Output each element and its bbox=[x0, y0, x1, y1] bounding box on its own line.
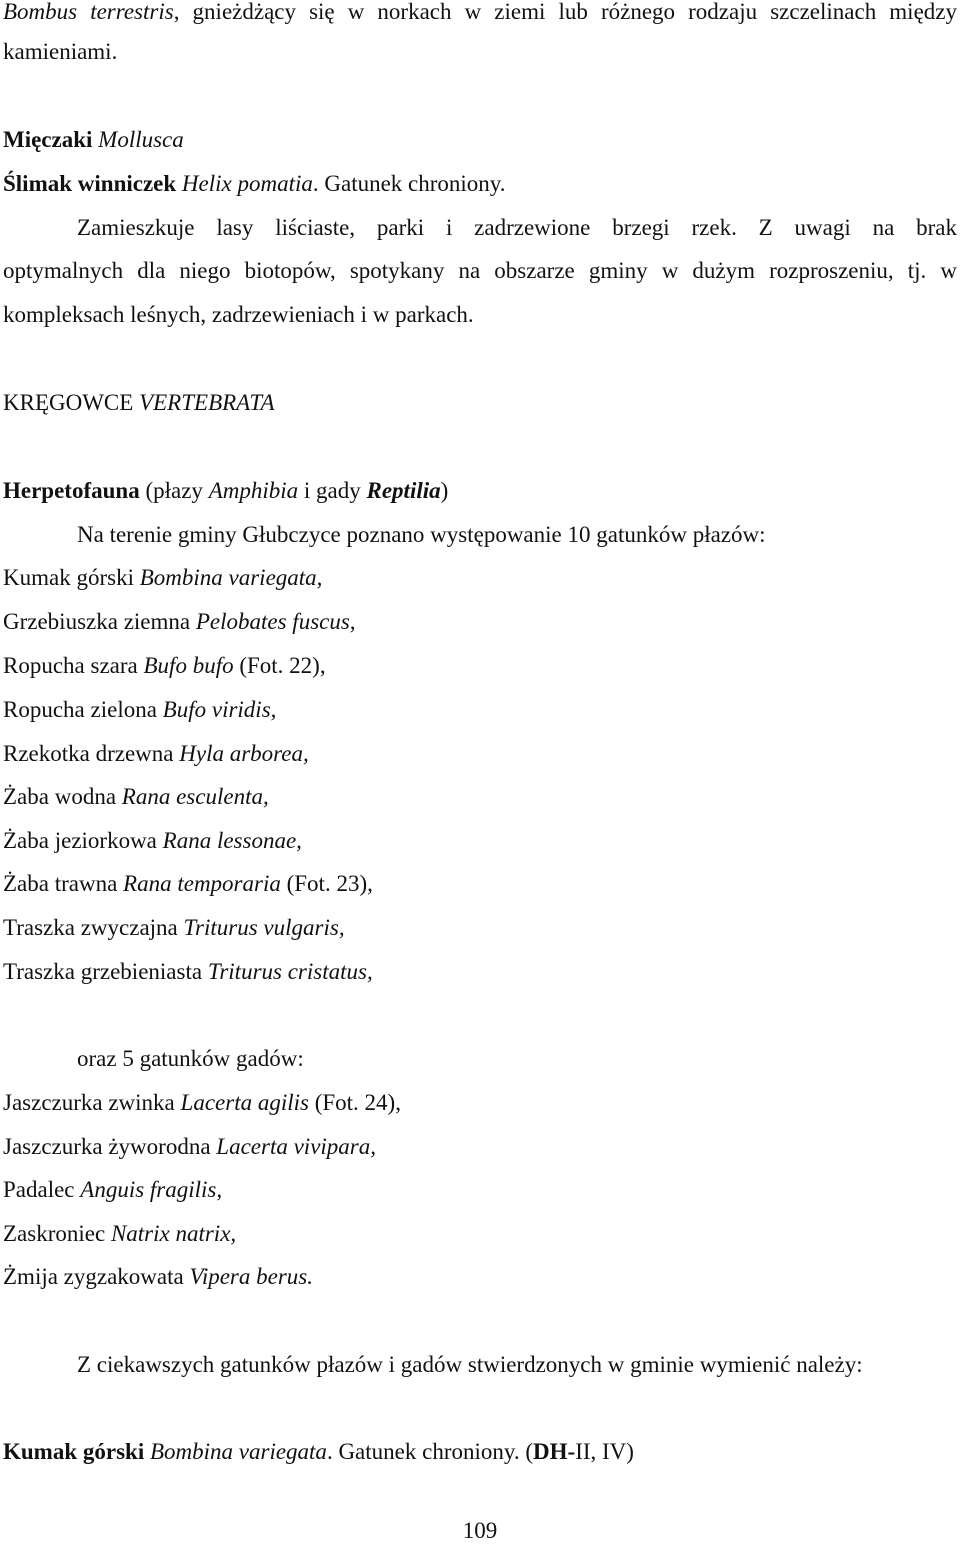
species-name: Rzekotka drzewna bbox=[3, 741, 174, 766]
heading-part: ) bbox=[440, 478, 449, 503]
species-name: Ślimak winniczek bbox=[3, 171, 177, 196]
reptiles-intro: oraz 5 gatunków gadów: bbox=[77, 1046, 304, 1071]
heading-latin: Mollusca bbox=[98, 127, 184, 152]
herpetofauna-heading bbox=[3, 476, 448, 506]
species-latin: Triturus vulgaris, bbox=[183, 915, 345, 940]
mollusca-heading bbox=[3, 125, 184, 155]
notable-species-line bbox=[3, 1437, 634, 1467]
intro-line-1 bbox=[3, 0, 957, 27]
species-name: Żaba trawna bbox=[3, 871, 118, 896]
species-latin: Bombus terrestris bbox=[3, 0, 174, 24]
photo-ref: (Fot. 22), bbox=[239, 653, 326, 678]
list-item bbox=[3, 1175, 222, 1205]
directive-annex: II, IV) bbox=[575, 1439, 634, 1464]
list-item bbox=[3, 1262, 313, 1292]
photo-ref: (Fot. 24), bbox=[314, 1090, 401, 1115]
species-latin: Bombina variegata, bbox=[139, 565, 323, 590]
intro-line-2: kamieniami. bbox=[3, 39, 118, 64]
heading-part: (płazy bbox=[145, 478, 203, 503]
species-name: Traszka grzebieniasta bbox=[3, 959, 203, 984]
list-item bbox=[3, 739, 309, 769]
heading-part: i gady bbox=[303, 478, 361, 503]
species-latin: Helix pomatia bbox=[181, 171, 313, 196]
mollusca-para-line-3: kompleksach leśnych, zadrzewieniach i w parkach. bbox=[3, 302, 474, 327]
list-item bbox=[3, 826, 302, 856]
intro-text: , gnieżdżący się w norkach w ziemi lub różnego rodzaju szczelinach między bbox=[173, 0, 957, 24]
list-item bbox=[3, 607, 356, 637]
species-latin: Lacerta agilis bbox=[180, 1090, 309, 1115]
photo-ref: (Fot. 23), bbox=[286, 871, 373, 896]
vertebrata-heading bbox=[3, 388, 275, 418]
list-item bbox=[3, 782, 269, 812]
species-latin: Hyla arborea, bbox=[179, 741, 309, 766]
species-name: Jaszczurka żyworodna bbox=[3, 1134, 211, 1159]
reptilia-latin: Reptilia bbox=[366, 478, 441, 503]
species-name: Kumak górski bbox=[3, 1439, 145, 1464]
species-latin: Rana esculenta, bbox=[121, 784, 269, 809]
notable-intro: Z ciekawszych gatunków płazów i gadów stwierdzonych w gminie wymienić należy: bbox=[77, 1352, 863, 1377]
page-number: 109 bbox=[462, 1518, 498, 1543]
list-item bbox=[3, 869, 373, 899]
species-latin: Bufo viridis, bbox=[162, 697, 277, 722]
species-latin: Anguis fragilis, bbox=[80, 1177, 223, 1202]
species-name: Żaba wodna bbox=[3, 784, 117, 809]
species-name: Kumak górski bbox=[3, 565, 134, 590]
list-item bbox=[3, 651, 326, 681]
heading-title: Herpetofauna bbox=[3, 478, 140, 503]
species-name: Żmija zygzakowata bbox=[3, 1264, 184, 1289]
species-latin: Pelobates fuscus, bbox=[195, 609, 356, 634]
mollusca-para-line-2: optymalnych dla niego biotopów, spotykany na obszarze gminy w dużym rozproszeniu, tj. w bbox=[3, 258, 957, 283]
species-name: Jaszczurka zwinka bbox=[3, 1090, 175, 1115]
list-item bbox=[3, 695, 276, 725]
list-item bbox=[3, 957, 373, 987]
species-name: Padalec bbox=[3, 1177, 75, 1202]
species-latin: Bombina variegata bbox=[149, 1439, 327, 1464]
species-name: Ropucha zielona bbox=[3, 697, 157, 722]
species-latin: Triturus cristatus, bbox=[207, 959, 373, 984]
amphibia-latin: Amphibia bbox=[208, 478, 299, 503]
species-name: Traszka zwyczajna bbox=[3, 915, 178, 940]
protection-status: . Gatunek chroniony. ( bbox=[326, 1439, 534, 1464]
species-latin: Bufo bufo bbox=[143, 653, 234, 678]
species-name: Zaskroniec bbox=[3, 1221, 106, 1246]
species-latin: Rana temporaria bbox=[123, 871, 281, 896]
heading-polish: KRĘGOWCE bbox=[3, 390, 134, 415]
amphibians-intro: Na terenie gminy Głubczyce poznano występowanie 10 gatunków płazów: bbox=[77, 522, 766, 547]
species-latin: Lacerta vivipara, bbox=[216, 1134, 376, 1159]
list-item bbox=[3, 1088, 401, 1118]
heading-latin: VERTEBRATA bbox=[139, 390, 275, 415]
list-item bbox=[3, 1219, 236, 1249]
species-latin: Rana lessonae, bbox=[162, 828, 302, 853]
heading-polish: Mięczaki bbox=[3, 127, 93, 152]
mollusca-para-line-1: Zamieszkuje lasy liściaste, parki i zadrzewione brzegi rzek. Z uwagi na brak bbox=[77, 215, 957, 240]
species-latin: Natrix natrix, bbox=[110, 1221, 237, 1246]
species-latin: Vipera berus. bbox=[189, 1264, 313, 1289]
species-name: Grzebiuszka ziemna bbox=[3, 609, 191, 634]
directive-label: DH- bbox=[533, 1439, 576, 1464]
list-item bbox=[3, 913, 345, 943]
list-item bbox=[3, 563, 322, 593]
species-name: Ropucha szara bbox=[3, 653, 138, 678]
species-name: Żaba jeziorkowa bbox=[3, 828, 157, 853]
mollusca-species bbox=[3, 169, 506, 199]
list-item bbox=[3, 1132, 376, 1162]
protection-status: . Gatunek chroniony. bbox=[312, 171, 506, 196]
